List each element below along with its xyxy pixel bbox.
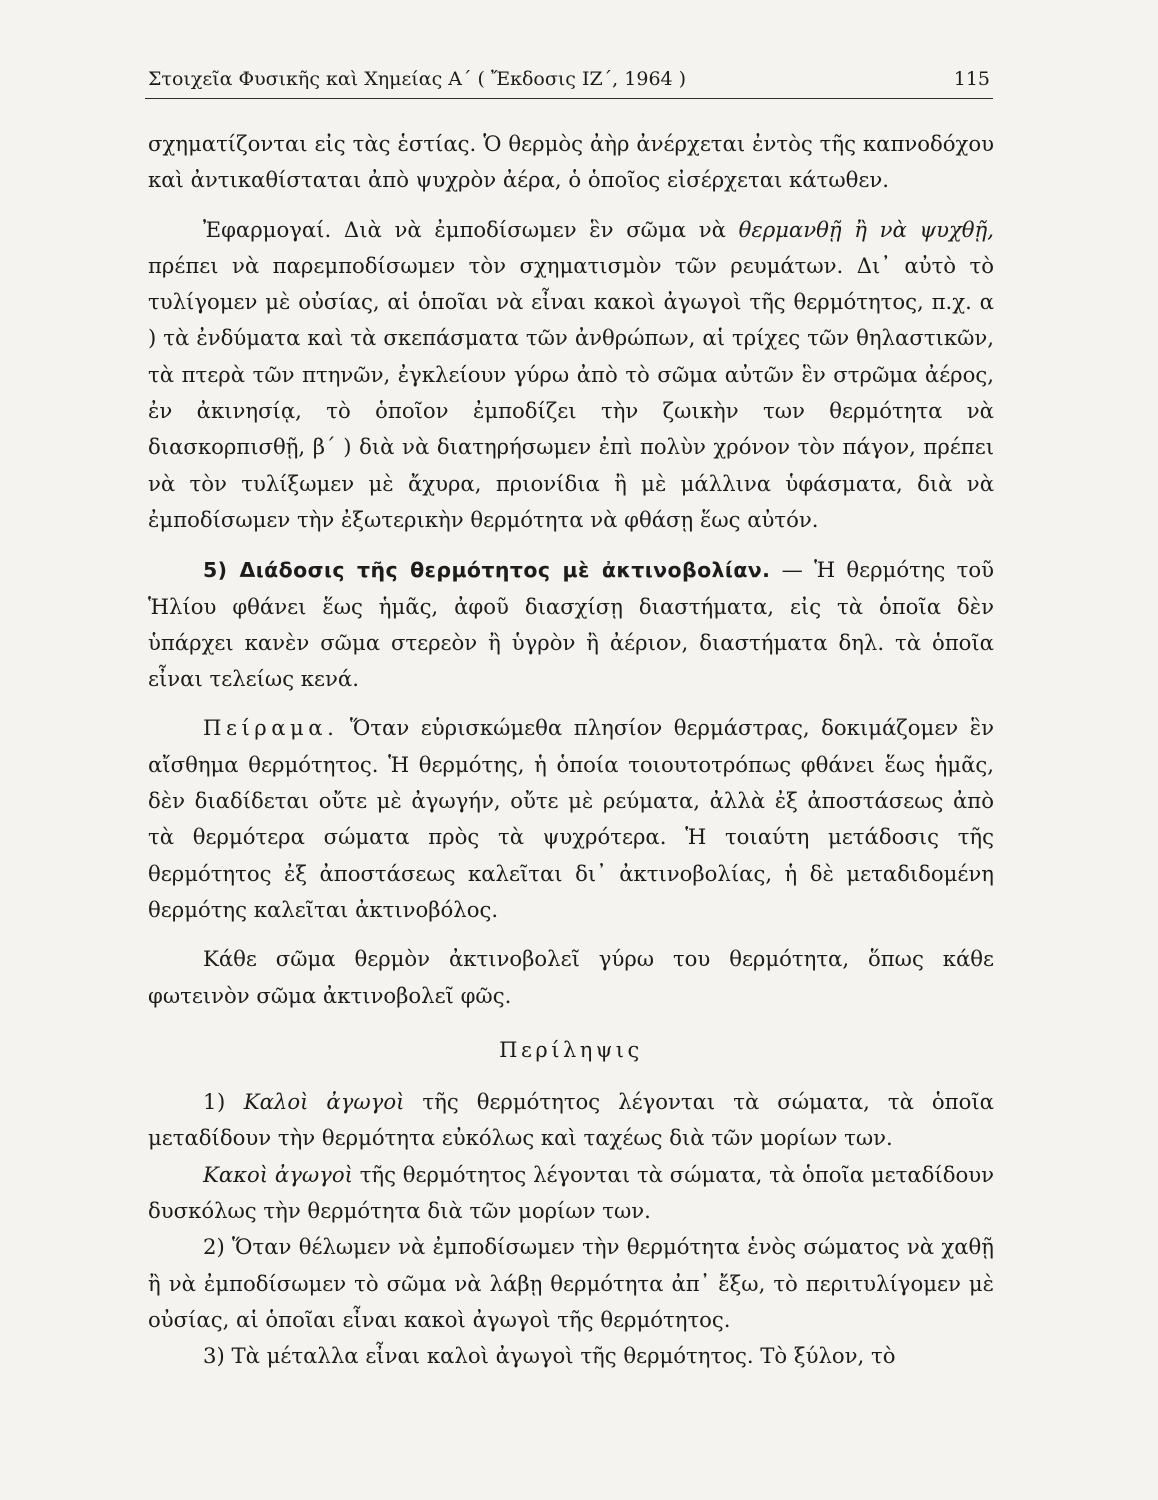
summary-item-3: 3) Τὰ μέταλλα εἶναι καλοὶ ἀγωγοὶ τῆς θερμότητος. Τὸ ξύλον, τὸ (203, 1343, 896, 1369)
radiation-text: — Ἡ θερμότης τοῦ Ἡλίου φθάνει ἕως ἡμᾶς, ἀφοῦ διασχίσῃ διαστήματα, εἰς τὰ ὁποῖα δὲν ὑπάρχει κανὲν σῶμα στερεὸν ἢ ὑγρὸν ἢ ἀέριον, διαστήματα δηλ. τὰ ὁποῖα εἶναι τελείως κενά. (148, 557, 994, 692)
paragraph-radiation (148, 552, 994, 697)
book-title: Στοιχεῖα Φυσικῆς καὶ Χημείας Α΄ ( Ἔκδοσις ΙΖ΄, 1964 ) (148, 68, 687, 90)
page-number: 115 (953, 68, 990, 90)
applications-italic: θερμανθῇ ἢ νὰ ψυχθῇ, (738, 216, 994, 242)
header-rule (145, 98, 993, 99)
experiment-text: Ὅταν εὑρισκώμεθα πλησίον θερμάστρας, δοκιμάζομεν ἓν αἴσθημα θερμότητος. Ἡ θερμότης, ἡ ὁποία τοιουτοτρόπως φθάνει ἕως ἡμᾶς, δὲν διαδίδεται οὔτε μὲ ἀγωγήν, οὔτε μὲ ρεύματα, ἀλλὰ ἐξ ἀποστάσεως ἀπὸ τὰ θερμότερα σώματα πρὸς τὰ ψυχρότερα. Ἡ τοιαύτη μετάδοσις τῆς θερμότητος ἐξ ἀποστάσεως καλεῖται δι᾿ ἀκτινοβολίας, ἡ δὲ μεταδιδομένη θερμότης καλεῖται ἀκτινοβόλος. (148, 715, 994, 922)
paragraph-applications (148, 212, 994, 539)
summary-item-1b (148, 1157, 994, 1230)
summary-item-1 (148, 1084, 994, 1157)
applications-text-a: Διὰ νὰ ἐμποδίσωμεν ἓν σῶμα νὰ (331, 216, 739, 242)
paragraph-experiment (148, 710, 994, 928)
section-heading: 5) Διάδοσις τῆς θερμότητος μὲ ἀκτινοβολίαν. (203, 558, 771, 583)
page-body (148, 126, 994, 1375)
summary-title: Περίληψις (499, 1037, 643, 1062)
summary-item-1-term: Καλοὶ ἀγωγοὶ (243, 1089, 405, 1115)
running-header (148, 62, 990, 96)
summary-item-1b-term: Κακοὶ ἀγωγοὶ (203, 1161, 353, 1187)
summary-item-1-number: 1) (203, 1089, 226, 1115)
applications-text-b: πρέπει νὰ παρεμποδίσωμεν τὸν σχηματισμὸν τῶν ρευμάτων. Δι᾿ αὐτὸ τὸ τυλίγομεν μὲ οὐσίας, αἱ ὁποῖαι νὰ εἶναι κακοὶ ἀγωγοὶ τῆς θερμότητος, π.χ. α ) τὰ ἐνδύματα καὶ τὰ σκεπάσματα τῶν ἀνθρώπων, αἱ τρίχες τῶν θηλαστικῶν, τὰ πτερὰ τῶν πτηνῶν, ἐγκλείουν γύρω ἀπὸ τὸ σῶμα αὐτῶν ἓν στρῶμα ἀέρος, ἐν ἀκινησίᾳ, τὸ ὁποῖον ἐμποδίζει τὴν ζωικὴν των θερμότητα νὰ διασκορπισθῇ, β΄ ) διὰ νὰ διατηρήσωμεν ἐπὶ πολὺν χρόνον τὸν πάγον, πρέπει νὰ τὸν τυλίξωμεν μὲ ἄχυρα, πριονίδια ἢ μὲ μάλλινα ὑφάσματα, διὰ νὰ ἐμποδίσωμεν τὴν ἐξωτερικὴν θερμότητα νὰ φθάσῃ ἕως αὐτόν. (148, 252, 994, 532)
experiment-lead: Πείραμα. (203, 715, 339, 741)
paragraph-radiating-bodies: Κάθε σῶμα θερμὸν ἀκτινοβολεῖ γύρω του θερμότητα, ὅπως κάθε φωτεινὸν σῶμα ἀκτινοβολεῖ φῶς. (148, 946, 994, 1008)
paragraph-chimney: σχηματίζονται εἰς τὰς ἑστίας. Ὁ θερμὸς ἀὴρ ἀνέρχεται ἐντὸς τῆς καπνοδόχου καὶ ἀντικαθίσταται ἀπὸ ψυχρὸν ἀέρα, ὁ ὁποῖος εἰσέρχεται κάτωθεν. (148, 131, 994, 193)
applications-lead: Ἐφαρμογαί. (203, 216, 332, 242)
summary-item-1b-text: τῆς θερμότητος λέγονται τὰ σώματα, τὰ ὁποῖα μεταδίδουν δυσκόλως τὴν θερμότητα διὰ τῶν μορίων των. (148, 1161, 994, 1224)
summary-item-1-text: τῆς θερμότητος λέγονται τὰ σώματα, τὰ ὁποῖα μεταδίδουν τὴν θερμότητα εὐκόλως καὶ ταχέως διὰ τῶν μορίων των. (148, 1089, 994, 1151)
summary-item-2: 2) Ὅταν θέλωμεν νὰ ἐμποδίσωμεν τὴν θερμότητα ἑνὸς σώματος νὰ χαθῇ ἢ νὰ ἐμποδίσωμεν τὸ σῶμα νὰ λάβῃ θερμότητα ἀπ᾿ ἔξω, τὸ περιτυλίγομεν μὲ οὐσίας, αἱ ὁποῖαι εἶναι κακοὶ ἀγωγοὶ τῆς θερμότητος. (148, 1234, 994, 1332)
